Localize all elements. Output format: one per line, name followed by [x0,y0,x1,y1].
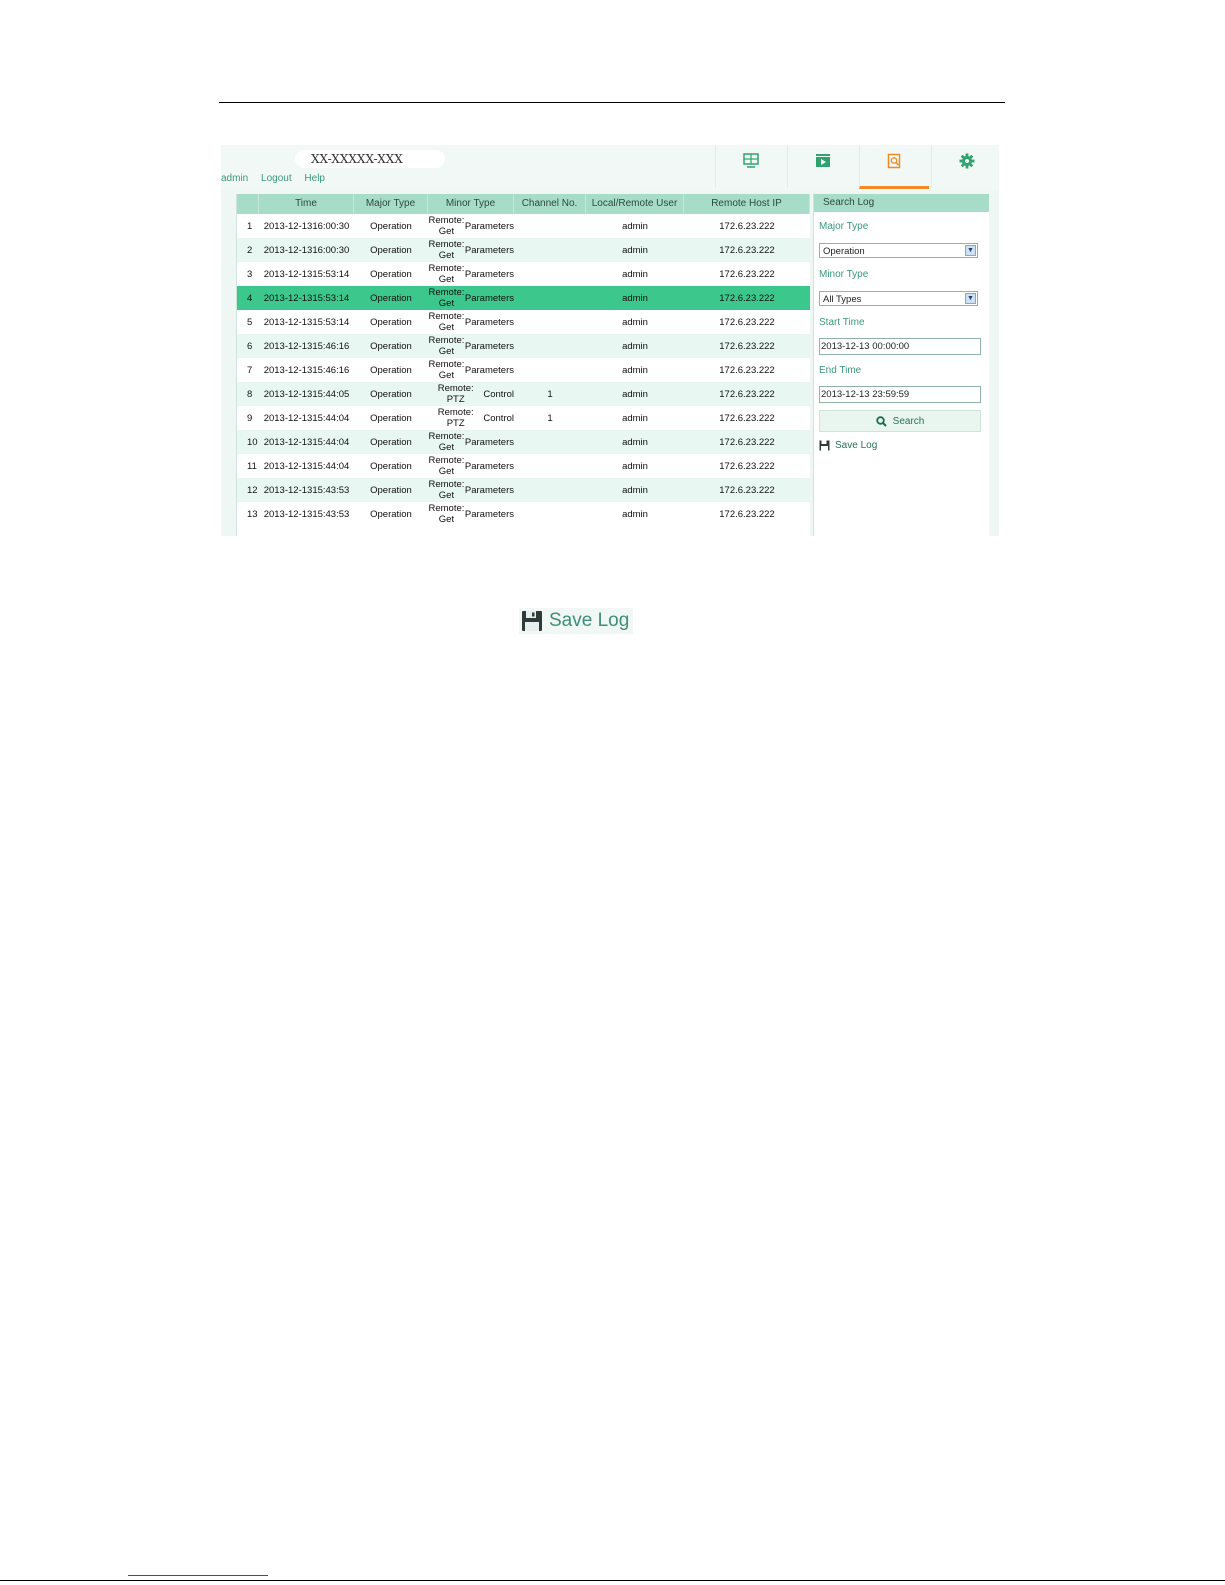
cell-minor-line2: Parameters [464,460,514,472]
cell-minor-line2: Parameters [464,292,514,304]
cell-major-type: Operation [370,364,412,376]
cell-minor-line2: Parameters [464,436,514,448]
cell-no: 8 [247,388,253,400]
cell-minor-line2: Parameters [464,508,514,520]
column-header-local-remote-user[interactable]: Local/Remote User [586,194,684,214]
cell-date: 2013-12-13 [263,508,313,520]
cell-remote-ip: 172.6.23.222 [719,460,775,472]
cell-minor-type [428,358,514,382]
cell-minor-type [428,238,514,262]
tab-log[interactable] [859,145,929,189]
cell-minor-line1: Remote: Get [428,239,465,261]
search-log-panel [813,194,989,536]
table-row[interactable] [237,478,810,502]
cell-remote-ip: 172.6.23.222 [719,436,775,448]
cell-clock: 15:53:14 [312,292,350,304]
floppy-disk-icon [521,610,543,632]
column-header-no [237,194,259,214]
cell-minor-type [428,406,514,430]
cell-channel [514,502,586,526]
cell-major-type: Operation [370,340,412,352]
cell-date: 2013-12-13 [263,388,313,400]
cell-remote-ip: 172.6.23.222 [719,340,775,352]
log-search-window [221,145,999,536]
cell-channel [514,478,586,502]
cell-minor-line2: Parameters [464,484,514,496]
cell-minor-type [428,478,514,502]
table-row[interactable] [237,310,810,334]
device-name: XX-XXXXX-XXX [295,150,445,168]
cell-major-type: Operation [370,436,412,448]
cell-date: 2013-12-13 [263,244,313,256]
cell-channel [514,214,586,238]
cell-clock: 15:44:04 [312,412,350,424]
cell-minor-line1: Remote: Get [428,359,465,381]
cell-clock: 15:46:16 [312,364,350,376]
cell-major-type: Operation [370,292,412,304]
cell-minor-type [428,262,514,286]
cell-major-type: Operation [370,484,412,496]
cell-no: 9 [247,412,253,424]
log-table [236,194,810,536]
cell-major-type: Operation [370,316,412,328]
cell-time [259,358,354,382]
cell-minor-type [428,334,514,358]
cell-time [259,382,354,406]
table-row[interactable] [237,358,810,382]
monitor-icon [743,153,759,168]
cell-no: 10 [247,436,258,448]
cell-minor-line2: Control [483,388,514,400]
cell-no: 3 [247,268,253,280]
cell-date: 2013-12-13 [263,220,313,232]
cell-user: admin [622,316,648,328]
user-links [221,173,335,184]
cell-user: admin [622,364,648,376]
cell-major-type: Operation [370,220,412,232]
start-time-input[interactable]: 2013-12-13 00:00:00 [819,338,981,355]
cell-remote-ip: 172.6.23.222 [719,364,775,376]
cell-minor-line1: Remote: Get [428,431,465,453]
cell-no: 13 [247,508,258,520]
cell-channel [514,238,586,262]
table-row[interactable] [237,238,810,262]
cell-user: admin [622,460,648,472]
cell-remote-ip: 172.6.23.222 [719,292,775,304]
cell-clock: 15:44:04 [312,436,350,448]
current-user: admin [221,173,249,184]
cell-time [259,454,354,478]
cell-remote-ip: 172.6.23.222 [719,484,775,496]
cell-remote-ip: 172.6.23.222 [719,316,775,328]
cell-clock: 16:00:30 [312,220,350,232]
column-header-channel-no[interactable]: Channel No. [514,194,586,214]
cell-minor-line2: Parameters [464,268,514,280]
cell-remote-ip: 172.6.23.222 [719,220,775,232]
table-row[interactable] [237,334,810,358]
playback-icon [815,153,831,168]
cell-time [259,310,354,334]
search-button-label: Search [892,415,925,427]
chevron-down-icon: ▼ [965,245,976,256]
cell-clock: 15:44:04 [312,460,350,472]
cell-minor-line1: Remote: Get [428,503,465,525]
column-header-minor-type[interactable]: Minor Type [428,194,514,214]
cell-clock: 15:53:14 [312,316,350,328]
page-footer-rule [0,1580,1225,1581]
search-icon [876,416,887,427]
save-log-button-enlarged[interactable] [519,608,633,634]
column-header-time[interactable]: Time [259,194,354,214]
cell-date: 2013-12-13 [263,436,313,448]
cell-remote-ip: 172.6.23.222 [719,412,775,424]
cell-remote-ip: 172.6.23.222 [719,508,775,520]
gear-icon [959,153,975,169]
cell-major-type: Operation [370,508,412,520]
cell-remote-ip: 172.6.23.222 [719,388,775,400]
cell-major-type: Operation [370,244,412,256]
table-row[interactable] [237,382,810,406]
cell-no: 12 [247,484,258,496]
major-type-select[interactable] [819,243,978,258]
cell-time [259,406,354,430]
cell-channel [514,286,586,310]
log-search-icon [887,153,902,169]
cell-date: 2013-12-13 [263,460,313,472]
cell-minor-line2: Control [483,412,514,424]
cell-minor-line2: Parameters [464,340,514,352]
cell-major-type: Operation [370,268,412,280]
cell-time [259,262,354,286]
cell-major-type: Operation [370,460,412,472]
cell-user: admin [622,484,648,496]
column-header-remote-host-ip[interactable]: Remote Host IP [684,194,810,214]
cell-no: 4 [247,292,253,304]
cell-date: 2013-12-13 [263,340,313,352]
cell-channel: 1 [547,388,553,400]
cell-minor-type [428,502,514,526]
cell-user: admin [622,412,648,424]
cell-minor-type [428,286,514,310]
cell-user: admin [622,388,648,400]
cell-date: 2013-12-13 [263,292,313,304]
save-log-button[interactable] [819,440,877,451]
minor-type-value: All Types [823,294,862,305]
cell-minor-type [428,454,514,478]
cell-date: 2013-12-13 [263,364,313,376]
cell-date: 2013-12-13 [263,316,313,328]
cell-minor-line1: Remote: Get [428,455,465,477]
cell-date: 2013-12-13 [263,268,313,280]
cell-date: 2013-12-13 [263,484,313,496]
tab-live-view[interactable] [715,145,785,188]
cell-no: 6 [247,340,253,352]
minor-type-label: Minor Type [819,269,869,280]
cell-remote-ip: 172.6.23.222 [719,244,775,256]
cell-minor-line1: Remote: PTZ [437,383,474,405]
cell-time [259,334,354,358]
cell-minor-line1: Remote: Get [428,479,465,501]
cell-user: admin [622,436,648,448]
cell-major-type: Operation [370,388,412,400]
tab-playback[interactable] [787,145,857,188]
cell-no: 5 [247,316,253,328]
floppy-disk-icon [819,440,830,451]
top-bar [221,145,999,190]
table-body [237,214,810,526]
cell-minor-line2: Parameters [464,220,514,232]
cell-minor-line1: Remote: Get [428,263,465,285]
cell-user: admin [622,508,648,520]
footnote-underline [128,1575,268,1576]
cell-time [259,286,354,310]
table-row[interactable] [237,214,810,238]
end-time-label: End Time [819,365,862,376]
major-type-value: Operation [823,246,865,257]
table-row[interactable] [237,406,810,430]
cell-minor-line1: Remote: Get [428,335,465,357]
cell-user: admin [622,340,648,352]
cell-channel [514,262,586,286]
major-type-label: Major Type [819,221,869,232]
page-header-rule [219,102,1005,103]
start-time-label: Start Time [819,317,865,328]
cell-no: 7 [247,364,253,376]
logout-link[interactable]: Logout [261,173,292,184]
cell-minor-line1: Remote: Get [428,311,465,333]
cell-channel [514,334,586,358]
cell-no: 2 [247,244,253,256]
help-link[interactable]: Help [304,173,325,184]
search-button[interactable] [819,410,981,432]
cell-channel [514,310,586,334]
cell-user: admin [622,292,648,304]
cell-minor-type [428,430,514,454]
cell-minor-line1: Remote: PTZ [437,407,474,429]
table-row[interactable] [237,262,810,286]
table-row[interactable] [237,502,810,526]
cell-major-type: Operation [370,412,412,424]
save-log-enlarged-label: Save Log [549,610,630,631]
cell-time [259,478,354,502]
cell-clock: 15:46:16 [312,340,350,352]
cell-channel [514,454,586,478]
cell-channel [514,358,586,382]
chevron-down-icon: ▼ [965,293,976,304]
cell-clock: 15:53:14 [312,268,350,280]
cell-minor-line2: Parameters [464,316,514,328]
table-row-selected[interactable] [237,286,810,310]
end-time-input[interactable]: 2013-12-13 23:59:59 [819,386,981,403]
cell-user: admin [622,220,648,232]
cell-time [259,214,354,238]
cell-user: admin [622,268,648,280]
cell-clock: 16:00:30 [312,244,350,256]
cell-user: admin [622,244,648,256]
cell-no: 1 [247,220,253,232]
cell-minor-line1: Remote: Get [428,287,465,309]
column-header-major-type[interactable]: Major Type [354,194,428,214]
cell-minor-line1: Remote: Get [428,215,465,237]
cell-time [259,430,354,454]
save-log-label: Save Log [835,440,878,451]
cell-minor-type [428,382,514,406]
minor-type-select[interactable] [819,291,978,306]
cell-remote-ip: 172.6.23.222 [719,268,775,280]
panel-title: Search Log [814,194,989,212]
cell-time [259,502,354,526]
cell-date: 2013-12-13 [263,412,313,424]
table-row[interactable] [237,430,810,454]
cell-time [259,238,354,262]
cell-clock: 15:43:53 [312,508,350,520]
cell-minor-line2: Parameters [464,364,514,376]
cell-minor-line2: Parameters [464,244,514,256]
cell-minor-type [428,310,514,334]
cell-no: 11 [247,460,257,472]
table-row[interactable] [237,454,810,478]
tab-configuration[interactable] [931,145,999,188]
cell-minor-type [428,214,514,238]
table-header [237,194,810,214]
cell-channel [514,430,586,454]
cell-channel: 1 [547,412,553,424]
cell-clock: 15:43:53 [312,484,350,496]
cell-clock: 15:44:05 [312,388,350,400]
